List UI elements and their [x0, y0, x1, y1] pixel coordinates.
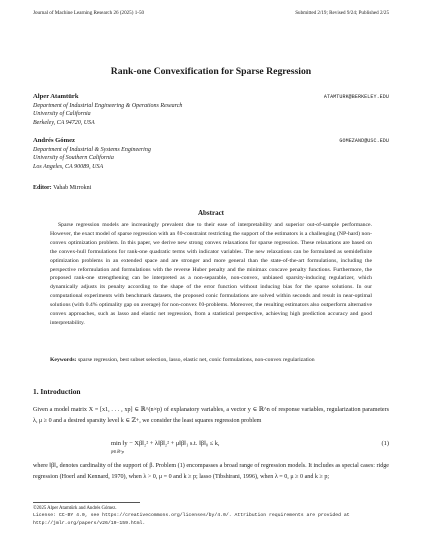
- submission-dates: Submitted 2/19; Revised 9/24; Published 2/25: [295, 10, 389, 16]
- intro-paragraph-1: [33, 405, 389, 426]
- keywords: [50, 356, 372, 365]
- intro-paragraph-2: [33, 461, 389, 482]
- affiliation-line: University of California: [33, 111, 91, 118]
- footnote-rule: [33, 502, 140, 503]
- abstract-body: [50, 221, 372, 328]
- equation-1: [33, 436, 389, 458]
- abstract-heading: Abstract: [197, 209, 225, 217]
- copyright-notice: ©2025 Alper Atamtürk and Andrés Gómez.: [33, 506, 117, 511]
- author-email[interactable]: GOMEZAND@USC.EDU: [339, 138, 389, 144]
- journal-citation: Journal of Machine Learning Research 26 (2025) 1-50: [33, 10, 145, 16]
- affiliation-line: Los Angeles, CA 90089, USA: [33, 163, 104, 170]
- editor-name: Vahab Mirrokni: [53, 185, 92, 191]
- author-name: Andrés Gómez: [33, 137, 75, 144]
- affiliation-line: Berkeley, CA 94720, USA: [33, 119, 95, 126]
- license-notice[interactable]: License: CC-BY 4.0, see https://creativecommons.org/licenses/by/4.0/. Attribution requirements are provided at http://jmlr.org/papers/v26/19-159.html.: [33, 513, 350, 526]
- equation-body: min ‖y − Xβ‖₂² + λ‖β‖₂² + μ‖β‖₁ s.t. ‖β‖₀ ≤ k,: [111, 440, 220, 447]
- author-email[interactable]: ATAMTURK@BERKELEY.EDU: [323, 94, 389, 100]
- author-name: Alper Atamtürk: [33, 93, 79, 100]
- intro-text: where ‖β‖₀ denotes cardinality of the support of β. Problem (1) encompasses a broad range of regression models. It includes as special cases: ridge regression (Hoerl and Kennard, 1970), when λ > 0, μ = 0 and k ≥ p; lasso (Tibshirani, 1996), when λ = 0, μ ≥ 0 and k ≥ p;: [33, 463, 389, 480]
- equation-subscript: β∈ℝ^p: [111, 449, 124, 454]
- running-header: [33, 9, 389, 18]
- page-footer: [33, 505, 389, 527]
- editor-line: [33, 184, 91, 192]
- affiliation-line: University of Southern California: [33, 155, 114, 162]
- affiliation-line: Department of Industrial Engineering & Operations Research: [33, 102, 183, 109]
- equation-number: (1): [381, 440, 389, 447]
- editor-label: Editor:: [33, 185, 52, 191]
- paper-title: Rank-one Convexification for Sparse Regression: [110, 66, 312, 77]
- keywords-text: sparse regression, best subset selection, lasso, elastic net, conic formulations, non-convex regularization: [77, 357, 315, 363]
- author-block-2: [33, 137, 389, 171]
- affiliation-line: Department of Industrial & Systems Engineering: [33, 146, 151, 153]
- section-heading: 1. Introduction: [33, 387, 81, 396]
- intro-text: Given a model matrix X = [x1, . . . , xp] ∈ ℝ^(n×p) of explanatory variables, a vector y ∈ ℝ^n of response variables, regularization parameters λ, μ ≥ 0 and a desired sparsity level k ∈ ℤ+, we consider the least squares regression problem: [33, 407, 389, 424]
- keywords-label: Keywords:: [50, 357, 77, 363]
- abstract-text: Sparse regression models are increasingly prevalent due to their ease of interpretability and superior out-of-sample performance. However, the exact model of sparse regression with an ℓ0-constraint restricting the support of the estimators is a challenging (NP-hard) non-convex optimization problem. In this paper, we derive new strong convex relaxations for sparse regression. These relaxations are based on the convex-hull formulations for rank-one quadratic terms with indicator variables. The new relaxations can be formulated as semidefinite optimization problems in an extended space and are stronger and more general than the state-of-the-art formulations, including the perspective reformulation and formulations with the reverse Huber penalty and the minimax concave penalty functions. Furthermore, the proposed rank-one strengthening can be interpreted as a non-separable, non-convex, unbiased sparsity-inducing regularizer, which dynamically adjusts its penalty according to the shape of the error function without inducing bias for the sparse solutions. In our computational experiments with benchmark datasets, the proposed conic formulations are solved within seconds and result in near-optimal solutions (with 0.4% optimality gap on average) for non-convex ℓ0-problems. Moreover, the resulting estimators also outperform alternative convex approaches, such as lasso and elastic net regression, from a statistical perspective, achieving high prediction accuracy and good interpretability.: [50, 222, 372, 326]
- author-block-1: [33, 93, 389, 127]
